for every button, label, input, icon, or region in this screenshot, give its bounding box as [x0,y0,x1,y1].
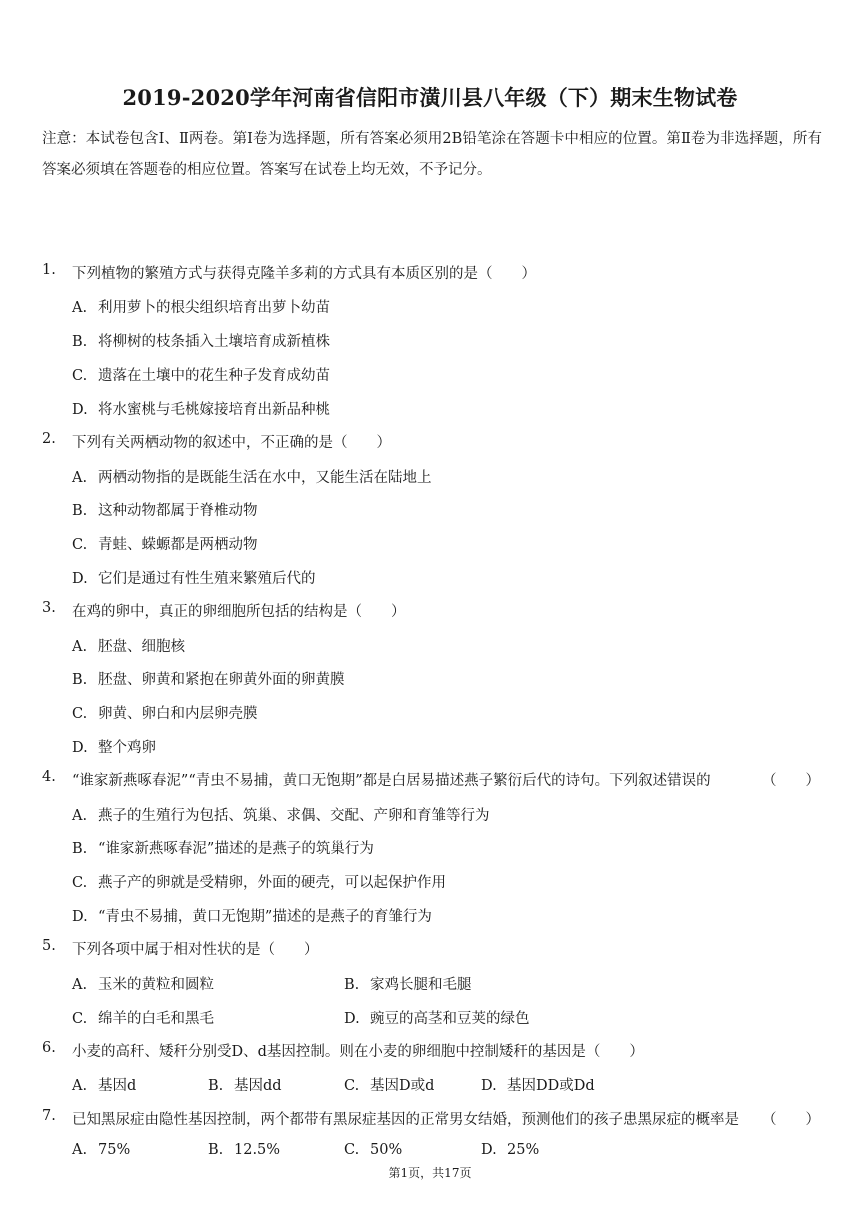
question-number: 3. [42,600,56,616]
option-a[interactable]: A. 基因d [72,1078,137,1094]
option-c[interactable]: C. 50% [344,1142,403,1158]
question-text: 小麦的高秆、矮秆分别受D、d基因控制。则在小麦的卵细胞中控制矮秆的基因是（ ） [72,1044,644,1060]
option-b[interactable]: B. 胚盘、卵黄和紧抱在卵黄外面的卵黄膜 [72,672,345,688]
answer-paren: （ ） [762,773,820,789]
option-c[interactable]: C. 基因D或d [344,1078,435,1094]
option-c[interactable]: C. 燕子产的卵就是受精卵，外面的硬壳，可以起保护作用 [72,875,446,891]
question-number: 5. [42,938,56,954]
option-c[interactable]: C. 卵黄、卵白和内层卵壳膜 [72,706,258,722]
option-d[interactable]: D. 整个鸡卵 [72,740,156,756]
option-a[interactable]: A. 利用萝卜的根尖组织培育出萝卜幼苗 [72,300,330,316]
question-text: 下列有关两栖动物的叙述中，不正确的是（ ） [72,435,391,451]
page-footer: 第1页，共17页 [388,1166,472,1180]
option-a[interactable]: A. 75% [72,1142,131,1158]
question-text: 下列各项中属于相对性状的是（ ） [72,942,319,958]
question-text: 已知黑尿症由隐性基因控制，两个都带有黑尿症基因的正常男女结婚，预测他们的孩子患黑尿症的概率是 （ ） [72,1108,820,1129]
option-b[interactable]: B. 12.5% [208,1142,281,1158]
option-b[interactable]: B. 这种动物都属于脊椎动物 [72,503,258,519]
page-title: 2019-2020学年河南省信阳市潢川县八年级（下）期末生物试卷 [122,85,738,110]
option-c[interactable]: C. 绵羊的白毛和黑毛 [72,1011,214,1027]
answer-paren: （ ） [762,1112,820,1128]
exam-notice: 注意：本试卷包含Ⅰ、Ⅱ两卷。第Ⅰ卷为选择题，所有答案必须用2B铅笔涂在答题卡中相应的位置。第Ⅱ卷为非选择题，所有答案必须填在答题卷的相应位置。答案写在试卷上均无效，不予记分。 [42,131,822,178]
option-d[interactable]: D. 豌豆的高茎和豆荚的绿色 [344,1011,530,1027]
option-c[interactable]: C. 遗落在土壤中的花生种子发育成幼苗 [72,368,330,384]
question-text: 在鸡的卵中，真正的卵细胞所包括的结构是（ ） [72,604,406,620]
option-d[interactable]: D. 25% [481,1142,540,1158]
option-d[interactable]: D. 它们是通过有性生殖来繁殖后代的 [72,571,316,587]
question-text: “谁家新燕啄春泥”“青虫不易捕，黄口无饱期”都是白居易描述燕子繁衍后代的诗句。下列叙述错误的 （ ） [72,769,820,790]
option-d[interactable]: D. 基因DD或Dd [481,1078,595,1094]
question-number: 2. [42,431,56,447]
option-c[interactable]: C. 青蛙、蝾螈都是两栖动物 [72,537,258,553]
question-number: 1. [42,262,56,278]
option-a[interactable]: A. 胚盘、细胞核 [72,639,185,655]
question-number: 6. [42,1040,56,1056]
question-number: 4. [42,769,56,785]
option-b[interactable]: B. 将柳树的枝条插入土壤培育成新植株 [72,334,330,350]
option-a[interactable]: A. 玉米的黄粒和圆粒 [72,977,214,993]
option-b[interactable]: B. 基因dd [208,1078,282,1094]
question-text: 下列植物的繁殖方式与获得克隆羊多莉的方式具有本质区别的是（ ） [72,266,536,282]
question-number: 7. [42,1108,56,1124]
option-d[interactable]: D. 将水蜜桃与毛桃嫁接培育出新品种桃 [72,402,330,418]
option-a[interactable]: A. 燕子的生殖行为包括、筑巢、求偶、交配、产卵和育雏等行为 [72,808,490,824]
option-a[interactable]: A. 两栖动物指的是既能生活在水中，又能生活在陆地上 [72,470,432,486]
option-b[interactable]: B. 家鸡长腿和毛腿 [344,977,472,993]
option-b[interactable]: B. “谁家新燕啄春泥”描述的是燕子的筑巢行为 [72,841,374,857]
option-d[interactable]: D. “青虫不易捕，黄口无饱期”描述的是燕子的育雏行为 [72,909,432,925]
